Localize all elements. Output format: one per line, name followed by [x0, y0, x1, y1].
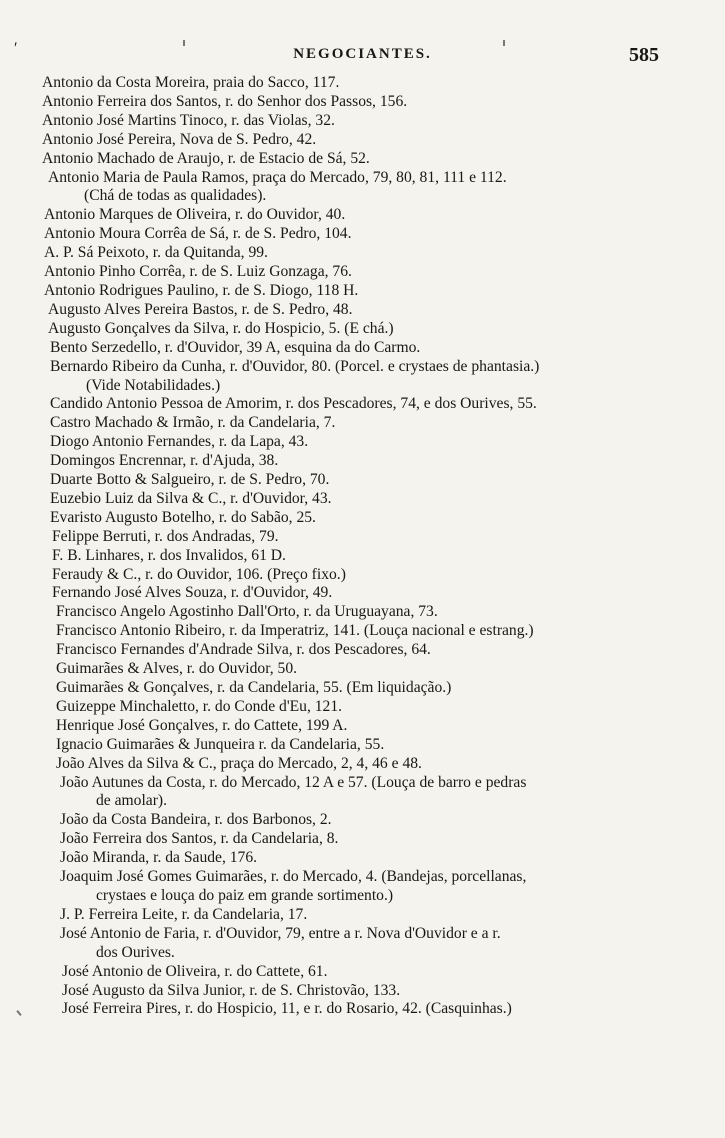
entry-line: João da Costa Bandeira, r. dos Barbonos, 2.	[60, 811, 332, 829]
entry-line: Augusto Gonçalves da Silva, r. do Hospicio, 5. (E chá.)	[48, 319, 394, 337]
entry-line: João Ferreira dos Santos, r. da Candelaria, 8.	[60, 830, 339, 848]
entry-line: Feraudy & C., r. do Ouvidor, 106. (Preço fixo.)	[52, 565, 346, 583]
list-item	[62, 1000, 725, 1019]
entry-line: Antonio Moura Corrêa de Sá, r. de S. Pedro, 104.	[44, 225, 352, 243]
list-item	[42, 131, 725, 150]
entry-line: Antonio José Martins Tinoco, r. das Violas, 32.	[42, 111, 335, 129]
list-item	[60, 906, 725, 925]
entry-line: Fernando José Alves Souza, r. d'Ouvidor, 49.	[52, 584, 333, 602]
entry-line: Antonio José Pereira, Nova de S. Pedro, 42.	[42, 130, 317, 148]
entry-line: Ignacio Guimarães & Junqueira r. da Candelaria, 55.	[56, 735, 385, 753]
entry-line: Antonio Maria de Paula Ramos, praça do Mercado, 79, 80, 81, 111 e 112.	[48, 168, 507, 186]
list-item	[48, 169, 725, 207]
entry-line: Euzebio Luiz da Silva & C., r. d'Ouvidor, 43.	[50, 489, 332, 507]
list-item	[42, 150, 725, 169]
entry-line: Augusto Alves Pereira Bastos, r. de S. Pedro, 48.	[48, 300, 353, 318]
entry-line: J. P. Ferreira Leite, r. da Candelaria, 17.	[60, 905, 308, 923]
list-item	[50, 471, 725, 490]
list-item	[60, 774, 725, 812]
entry-line: Diogo Antonio Fernandes, r. da Lapa, 43.	[50, 433, 309, 451]
entry-line: A. P. Sá Peixoto, r. da Quitanda, 99.	[44, 244, 268, 262]
list-item	[50, 339, 725, 358]
entry-line: José Ferreira Pires, r. do Hospicio, 11, e r. do Rosario, 42. (Casquinhas.)	[62, 1000, 512, 1018]
entry-continuation-line: de amolar).	[96, 792, 168, 810]
list-item	[56, 679, 725, 698]
entry-line: Castro Machado & Irmão, r. da Candelaria, 7.	[50, 414, 336, 432]
list-item	[60, 868, 725, 906]
entry-continuation-line: (Chá de todas as qualidades).	[84, 187, 267, 205]
list-item	[60, 849, 725, 868]
entry-line: Antonio Marques de Oliveira, r. do Ouvidor, 40.	[44, 206, 346, 224]
entry-line: Joaquim José Gomes Guimarães, r. do Mercado, 4. (Bandejas, porcellanas,	[60, 868, 527, 886]
list-item	[52, 584, 725, 603]
page-title: NEGOCIANTES.	[293, 46, 432, 62]
list-item	[60, 925, 725, 963]
list-item	[56, 641, 725, 660]
list-item	[56, 622, 725, 641]
entry-line: Felippe Berruti, r. dos Andradas, 79.	[52, 527, 279, 545]
list-item	[42, 112, 725, 131]
entry-line: Antonio Machado de Araujo, r. de Estacio de Sá, 52.	[42, 149, 370, 167]
list-item	[48, 301, 725, 320]
list-item	[56, 660, 725, 679]
corner-ink-mark-icon: ′	[14, 40, 18, 57]
entry-line: Duarte Botto & Salgueiro, r. de S. Pedro, 70.	[50, 471, 330, 489]
entry-line: Francisco Angelo Agostinho Dall'Orto, r. da Uruguayana, 73.	[56, 603, 438, 621]
entry-line: Antonio Ferreira dos Santos, r. do Senhor dos Passos, 156.	[42, 92, 408, 110]
list-item	[60, 830, 725, 849]
entry-line: Domingos Encrennar, r. d'Ajuda, 38.	[50, 452, 279, 470]
entry-line: Henrique José Gonçalves, r. do Cattete, 199 A.	[56, 716, 348, 734]
entry-line: João Miranda, r. da Saude, 176.	[60, 849, 258, 867]
list-item	[56, 603, 725, 622]
list-item	[44, 263, 725, 282]
entry-line: Antonio Pinho Corrêa, r. de S. Luiz Gonzaga, 76.	[44, 263, 352, 281]
entry-line: Antonio Rodrigues Paulino, r. de S. Diogo, 118 H.	[44, 281, 359, 299]
list-item	[48, 320, 725, 339]
list-item	[56, 736, 725, 755]
entry-line: Francisco Fernandes d'Andrade Silva, r. dos Pescadores, 64.	[56, 641, 431, 659]
entry-line: Guimarães & Alves, r. do Ouvidor, 50.	[56, 660, 298, 678]
entry-line: Guimarães & Gonçalves, r. da Candelaria, 55. (Em liquidação.)	[56, 679, 452, 696]
list-item	[42, 74, 725, 93]
entry-line: Guizeppe Minchaletto, r. do Conde d'Eu, 121.	[56, 697, 343, 715]
list-item	[56, 698, 725, 717]
list-item	[52, 547, 725, 566]
list-item	[50, 509, 725, 528]
list-item	[52, 528, 725, 547]
list-item	[62, 963, 725, 982]
list-item	[44, 244, 725, 263]
entry-line: José Augusto da Silva Junior, r. de S. Christovão, 133.	[62, 981, 401, 999]
entry-line: José Antonio de Oliveira, r. do Cattete, 61.	[62, 962, 328, 980]
entry-line: F. B. Linhares, r. dos Invalidos, 61 D.	[52, 546, 286, 564]
entry-line: João Alves da Silva & C., praça do Mercado, 2, 4, 46 e 48.	[56, 754, 422, 772]
entry-line: Bernardo Ribeiro da Cunha, r. d'Ouvidor, 80. (Porcel. e crystaes de phantasia.)	[50, 357, 540, 375]
entry-line: Evaristo Augusto Botelho, r. do Sabão, 25.	[50, 508, 316, 526]
list-item	[50, 433, 725, 452]
list-item	[42, 93, 725, 112]
list-item	[52, 566, 725, 585]
list-item	[44, 206, 725, 225]
merchant-list	[0, 74, 725, 1019]
page-number: 585	[629, 44, 659, 66]
list-item	[56, 717, 725, 736]
list-item	[44, 225, 725, 244]
entry-line: Candido Antonio Pessoa de Amorim, r. dos Pescadores, 74, e dos Ourives, 55.	[50, 395, 537, 413]
list-item	[62, 982, 725, 1001]
entry-continuation-line: dos Ourives.	[96, 943, 175, 961]
list-item	[50, 358, 725, 396]
entry-line: Francisco Antonio Ribeiro, r. da Imperatriz, 141. (Louça nacional e estrang.)	[56, 622, 534, 640]
entry-continuation-line: crystaes e louça do paiz em grande sortimento.)	[96, 886, 394, 904]
list-item	[50, 414, 725, 433]
entry-line: Antonio da Costa Moreira, praia do Sacco, 117.	[42, 74, 340, 91]
list-item	[50, 395, 725, 414]
list-item	[56, 755, 725, 774]
entry-continuation-line: (Vide Notabilidades.)	[86, 376, 221, 394]
list-item	[60, 811, 725, 830]
entry-line: Bento Serzedello, r. d'Ouvidor, 39 A, esquina da do Carmo.	[50, 338, 421, 356]
entry-line: José Antonio de Faria, r. d'Ouvidor, 79, entre a r. Nova d'Ouvidor e a r.	[60, 924, 501, 942]
list-item	[44, 282, 725, 301]
list-item	[50, 490, 725, 509]
entry-line: João Autunes da Costa, r. do Mercado, 12 A e 57. (Louça de barro e pedras	[60, 773, 527, 791]
page-header	[0, 46, 725, 68]
list-item	[50, 452, 725, 471]
